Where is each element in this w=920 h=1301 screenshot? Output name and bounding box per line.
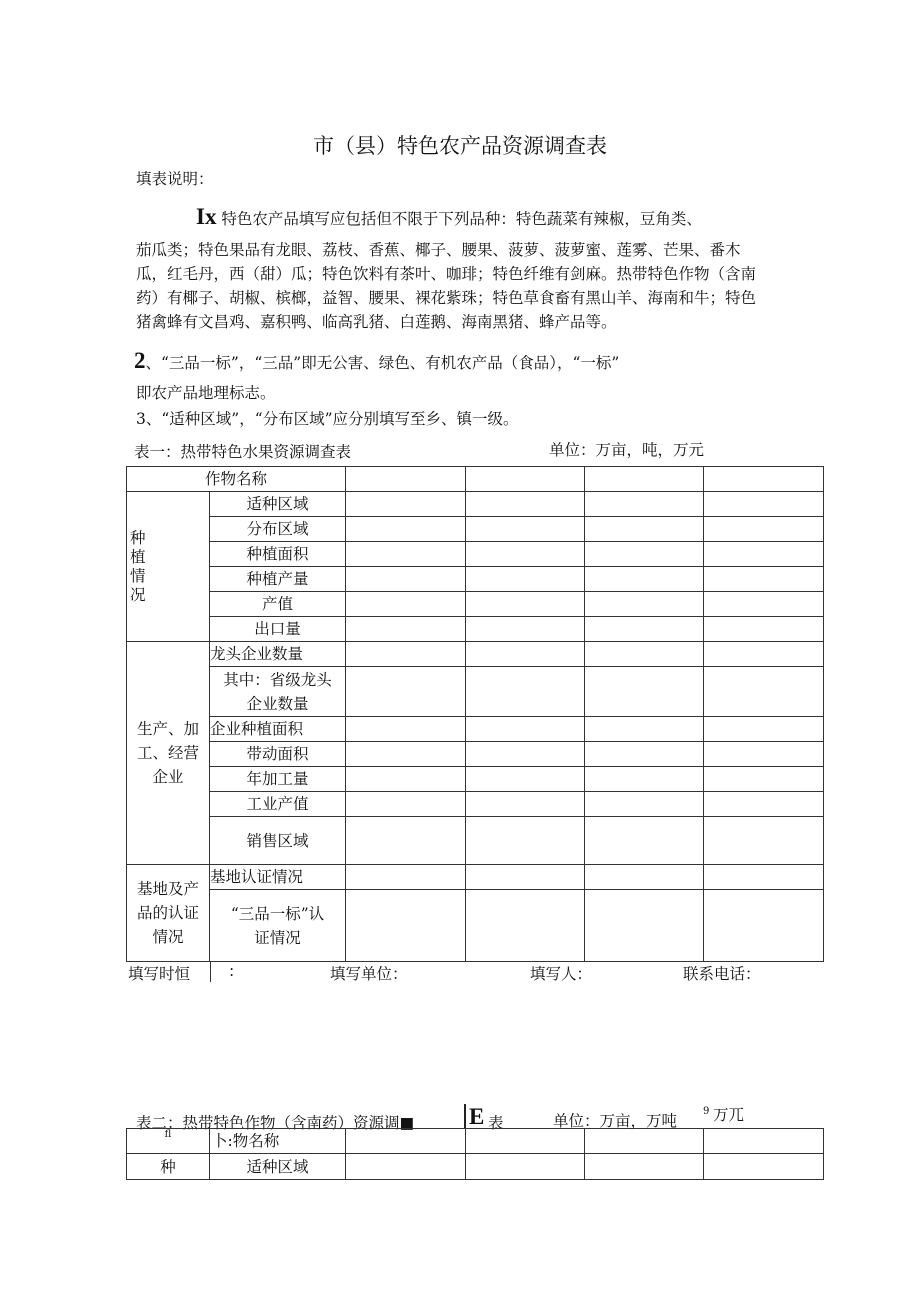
instruction-line: 药）有椰子、胡椒、槟榔，益智、腰果、裸花紫珠；特色草食畜有黑山羊、海南和牛；特色 <box>136 289 757 307</box>
table2-unit: 单位：万亩，万吨 <box>553 1112 678 1130</box>
table-cell[interactable] <box>704 865 824 890</box>
table-cell[interactable] <box>704 1129 824 1154</box>
certification-group-line: 品的认证 <box>136 904 199 922</box>
planting-group-label: 种 <box>127 1154 210 1180</box>
table-row <box>127 865 824 890</box>
certification-group-label <box>127 865 210 962</box>
table-row <box>127 642 824 667</box>
table-row <box>127 1129 824 1154</box>
enterprise-group-line: 工、经营 <box>136 744 199 762</box>
table-cell[interactable] <box>585 617 704 642</box>
table-cell[interactable] <box>466 492 585 517</box>
row-label: 基地认证情况 <box>210 865 346 890</box>
crop-name-header: 作物名称 <box>127 467 346 492</box>
row-label-line: 企业数量 <box>246 694 309 713</box>
table1 <box>126 466 824 962</box>
table-cell[interactable] <box>704 717 824 742</box>
table2-caption-suffix: 表 <box>488 1114 504 1132</box>
row-label: 分布区域 <box>210 517 346 542</box>
table-cell[interactable] <box>346 617 466 642</box>
table-cell[interactable] <box>585 592 704 617</box>
table-cell[interactable] <box>466 467 585 492</box>
page-title: 市（县）特色农产品资源调查表 <box>313 134 607 158</box>
table-cell[interactable] <box>585 817 704 865</box>
table-cell[interactable] <box>704 667 824 717</box>
row-label: 出口量 <box>210 617 346 642</box>
table-cell[interactable] <box>585 1154 704 1180</box>
table-cell[interactable] <box>585 542 704 567</box>
table-row <box>127 890 824 962</box>
instruction-item-2 <box>134 349 619 375</box>
table-cell[interactable] <box>346 1129 466 1154</box>
row-label <box>210 667 346 717</box>
table-row <box>127 592 824 617</box>
table1-unit: 单位：万亩，吨，万元 <box>549 441 705 459</box>
table-cell[interactable] <box>466 517 585 542</box>
table-cell[interactable] <box>466 592 585 617</box>
table-cell[interactable] <box>704 517 824 542</box>
fill-time-colon: : <box>229 962 235 980</box>
table-cell[interactable] <box>704 542 824 567</box>
table-cell[interactable] <box>466 817 585 865</box>
enterprise-group-label <box>127 642 210 865</box>
row-label: 适种区域 <box>210 1154 346 1180</box>
instruction-line: 猪禽蜂有文昌鸡、嘉积鸭、临高乳猪、白莲鹅、海南黑猪、蜂产品等。 <box>136 313 617 331</box>
row-label-line: “三品一标”认 <box>230 904 325 923</box>
instruction-item-3: 3、“适种区域”，“分布区域”应分别填写至乡、镇一级。 <box>136 410 519 428</box>
table-cell[interactable] <box>346 592 466 617</box>
phone-label: 联系电话： <box>683 965 761 983</box>
instruction-line: 即农产品地理标志。 <box>136 384 276 402</box>
table2-unit-superscript: 9 <box>703 1106 710 1117</box>
table-cell[interactable] <box>585 742 704 767</box>
table1-caption: 表一：热带特色水果资源调查表 <box>134 443 352 461</box>
table-cell[interactable] <box>466 542 585 567</box>
sales-region-label: 销售区域 <box>210 817 346 865</box>
table-cell[interactable] <box>466 617 585 642</box>
table-cell[interactable] <box>346 492 466 517</box>
item-2-number: 2 <box>134 348 146 373</box>
table-row <box>127 492 824 517</box>
table-cell[interactable] <box>585 1129 704 1154</box>
table-cell[interactable] <box>346 517 466 542</box>
row-label <box>210 890 346 962</box>
table-row <box>127 617 824 642</box>
table-cell[interactable] <box>704 617 824 642</box>
filler-label: 填写人： <box>530 965 593 983</box>
instruction-line: 瓜，红毛丹，西（甜）瓜；特色饮料有茶叶、咖琲；特色纤维有剑麻。热带特色作物（含南 <box>136 265 757 283</box>
fill-unit-label: 填写单位： <box>330 965 408 983</box>
table-cell[interactable] <box>346 542 466 567</box>
table-cell[interactable] <box>346 667 466 717</box>
instruction-line: 、“三品一标”，“三品”即无公害、绿色、有机农产品（食品），“一标” <box>145 354 620 372</box>
table-row <box>127 467 824 492</box>
planting-group-char: 情 <box>130 566 146 585</box>
table-cell[interactable] <box>466 1129 585 1154</box>
table-cell[interactable] <box>585 467 704 492</box>
table-cell[interactable] <box>346 792 466 817</box>
table-cell[interactable] <box>704 642 824 667</box>
planting-group-char: 种 <box>130 528 146 547</box>
instructions-heading: 填表说明： <box>136 170 214 188</box>
table-cell[interactable] <box>704 767 824 792</box>
table-cell[interactable] <box>585 567 704 592</box>
table-cell[interactable] <box>585 492 704 517</box>
table-cell[interactable] <box>346 742 466 767</box>
table-row <box>127 717 824 742</box>
table-row <box>127 817 824 865</box>
table-row <box>127 517 824 542</box>
table2-header-fragment: fl <box>127 1129 210 1154</box>
table-cell[interactable] <box>346 767 466 792</box>
enterprise-group-line: 企业 <box>152 768 184 786</box>
table-row <box>127 542 824 567</box>
table-cell[interactable] <box>346 890 466 962</box>
table-cell[interactable] <box>466 667 585 717</box>
table-cell[interactable] <box>704 492 824 517</box>
table-cell[interactable] <box>585 767 704 792</box>
table-cell[interactable] <box>704 890 824 962</box>
table-cell[interactable] <box>346 717 466 742</box>
table-row <box>127 767 824 792</box>
table-cell[interactable] <box>466 767 585 792</box>
row-label: 工业产值 <box>210 792 346 817</box>
fill-time-label: 填写时恒 <box>128 965 191 983</box>
divider <box>210 962 211 982</box>
table-cell[interactable] <box>704 467 824 492</box>
table-cell[interactable] <box>346 817 466 865</box>
table-cell[interactable] <box>466 642 585 667</box>
divider <box>464 1104 466 1128</box>
enterprise-group-line: 生产、加 <box>136 720 199 738</box>
table-cell[interactable] <box>346 467 466 492</box>
table-cell[interactable] <box>585 865 704 890</box>
crop-name-header: 卜:物名称 <box>210 1129 346 1154</box>
row-label: 产值 <box>210 592 346 617</box>
table-cell[interactable] <box>585 517 704 542</box>
table2-caption-letter: E <box>469 1104 485 1129</box>
row-label-line: 其中：省级龙头 <box>223 670 332 689</box>
planting-group-label <box>127 492 210 642</box>
table-cell[interactable] <box>585 792 704 817</box>
row-label: 带动面积 <box>210 742 346 767</box>
table-cell[interactable] <box>466 567 585 592</box>
instruction-line: 特色农产品填写应包括但不限于下列品种：特色蔬菜有辣椒，豆角类、 <box>221 210 702 228</box>
row-label: 年加工量 <box>210 767 346 792</box>
table2-unit-tail: 万兀 <box>713 1106 745 1124</box>
table-cell[interactable] <box>704 742 824 767</box>
table-cell[interactable] <box>346 1154 466 1180</box>
table2-caption: 表二：热带特色作物（含南药）资源调■ <box>136 1114 415 1132</box>
table-cell[interactable] <box>466 890 585 962</box>
table-cell[interactable] <box>704 567 824 592</box>
instruction-item-1-first <box>196 205 702 231</box>
certification-group-line: 情况 <box>152 928 184 946</box>
table-cell[interactable] <box>466 742 585 767</box>
table-cell[interactable] <box>585 717 704 742</box>
table-cell[interactable] <box>585 642 704 667</box>
item-1-number: Ix <box>196 204 217 229</box>
row-label: 龙头企业数量 <box>210 642 346 667</box>
table-row <box>127 567 824 592</box>
planting-group-char: 况 <box>130 585 146 604</box>
table-cell[interactable] <box>704 792 824 817</box>
table-cell[interactable] <box>466 865 585 890</box>
table-row <box>127 1154 824 1180</box>
instruction-line: 茄瓜类；特色果品有龙眼、荔枝、香蕉、椰子、腰果、菠萝、菠萝蜜、莲雾、芒果、番木 <box>136 241 741 259</box>
table-cell[interactable] <box>585 890 704 962</box>
row-label-line: 证情况 <box>254 928 301 947</box>
table-cell[interactable] <box>466 792 585 817</box>
table-cell[interactable] <box>704 1154 824 1180</box>
table-cell[interactable] <box>346 567 466 592</box>
row-label: 种植产量 <box>210 567 346 592</box>
table-cell[interactable] <box>704 592 824 617</box>
table-cell[interactable] <box>704 817 824 865</box>
row-label: 适种区域 <box>210 492 346 517</box>
table-row <box>127 792 824 817</box>
certification-group-line: 基地及产 <box>136 880 199 898</box>
planting-group-char: 植 <box>130 547 146 566</box>
table-cell[interactable] <box>346 642 466 667</box>
table-cell[interactable] <box>466 1154 585 1180</box>
table-row <box>127 742 824 767</box>
table-cell[interactable] <box>585 667 704 717</box>
table2 <box>126 1128 824 1180</box>
table-cell[interactable] <box>346 865 466 890</box>
table-row <box>127 667 824 717</box>
row-label: 企业种植面积 <box>210 717 346 742</box>
table-cell[interactable] <box>466 717 585 742</box>
row-label: 种植面积 <box>210 542 346 567</box>
